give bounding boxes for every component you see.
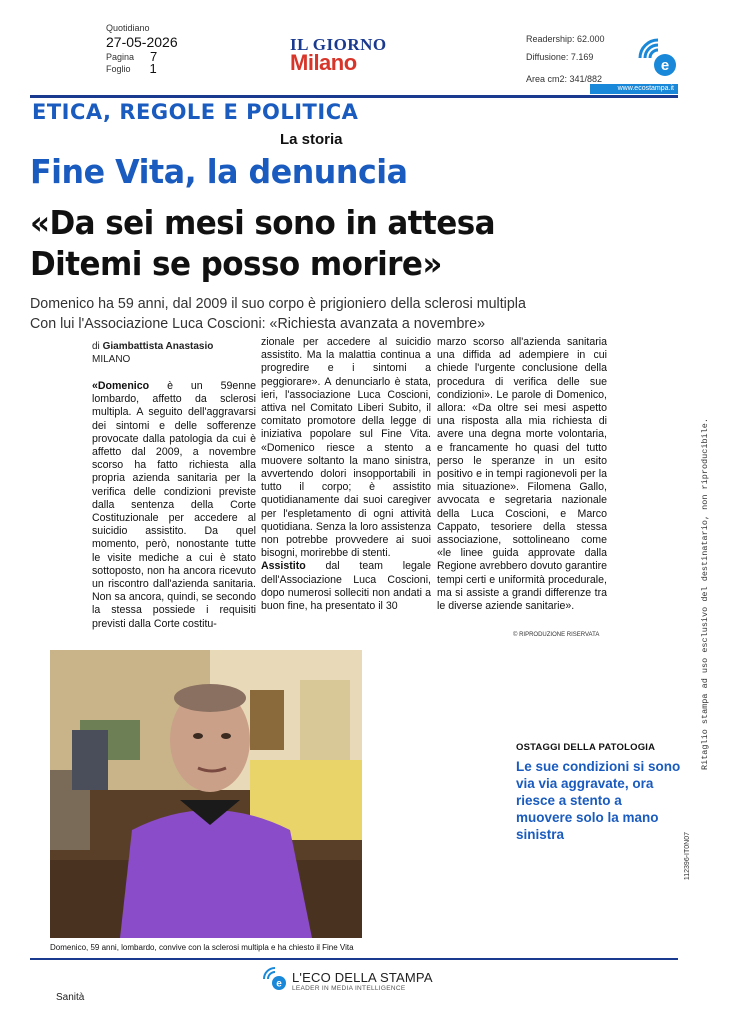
footer-rule bbox=[30, 958, 678, 960]
column-1-text: è un 59enne lombardo, affetto da sclerosi multipla. A seguito dell'aggravarsi dei sintomi e delle sofferenze provocate dalla patologia da cui è affetto dal 2009, a novembre scorso ha fatto richiesta alla propria azienda sanitaria per la verifica delle condizioni previste dalla sentenza della Corte Costituzionale per accedere al suicidio assistito. Da quel momento, però, nonostante tutte le visite mediche a cui è stato sottoposto, non ha ancora ricevuto un riscontro dall'azienda sanitaria. Non sa ancora, quindi, se secondo la stessa possiede i requisiti previsti dalla Corte costitu- bbox=[92, 380, 256, 630]
footer-tagline: LEADER IN MEDIA INTELLIGENCE bbox=[292, 985, 406, 992]
portrait-photo bbox=[50, 650, 362, 938]
reproduction-notice: Ritaglio stampa ad uso esclusivo del destinatario, non riproducibile. bbox=[700, 418, 710, 770]
byline-di: di bbox=[92, 341, 100, 352]
pagina-value: 7 bbox=[150, 49, 158, 64]
clip-code: 112396-IT0N07 bbox=[684, 832, 691, 881]
headline-line2: Ditemi se posso morire» bbox=[30, 244, 442, 283]
svg-text:e: e bbox=[276, 978, 282, 990]
logo-line1: IL GIORNO bbox=[290, 35, 387, 54]
byline bbox=[92, 340, 213, 366]
foglio-label: Foglio bbox=[106, 64, 131, 74]
column-2-text-a: zionale per accedere al suicidio assistito. Ma la malattia continua a progredire e i sintomi a peggiorare». A denunciarlo è stata, ieri, l'associazione Luca Coscioni, attiva nel Comitato Liberi Subito, il comitato promotore della legge di iniziativa popolare sul Fine Vita. «Domenico riesce a stento a muovere soltanto la mano sinistra, avvertendo dolori insopportabili in tutto il corpo; è assistito quotidianamente dai suoi caregiver per l'espletamento di ogni attività quotidiana. Senza la loro assistenza non potrebbe provvedere ai suoi bisogni, morirebbe di stenti. bbox=[261, 336, 431, 560]
photo-caption: Domenico, 59 anni, lombardo, convive con la sclerosi multipla e ha chiesto il Fine Vita bbox=[50, 943, 354, 952]
column-3 bbox=[437, 336, 607, 626]
issue-date: 27-05-2026 bbox=[106, 34, 178, 50]
quote-box bbox=[516, 742, 681, 843]
quote-kicker: OSTAGGI DELLA PATOLOGIA bbox=[516, 742, 656, 753]
header-rule bbox=[30, 95, 678, 98]
svg-text:e: e bbox=[660, 57, 670, 74]
column-1 bbox=[92, 380, 256, 635]
column-2 bbox=[261, 336, 431, 636]
column-3-text: marzo scorso all'azienda sanitaria una diffida ad adempiere in cui chiede l'urgente conclusione della procedura di verifica delle sue condizioni». Le parole di Domenico, allora: «Da oltre sei mesi aspetto una risposta alla mia richiesta di avere una degna morte volontaria, e francamente ho quasi del tutto perso le speranze in un esito positivo e in tempi ragionevoli per la mia situazione». Filomena Gallo, avvocata e segretaria nazionale della Luca Coscioni, e Marco Cappato, tesoriere della stessa associazione, sottolineano come «le linee guida approvate dalla Regione avrebbero dovuto garantire tempi certi e uniformità procedurale, ma si assiste a grandi differenze tra le diverse aziende sanitarie». bbox=[437, 336, 607, 613]
column-1-lead: «Domenico bbox=[92, 380, 150, 392]
pagina-label: Pagina bbox=[106, 52, 135, 62]
byline-place: MILANO bbox=[92, 354, 131, 365]
header-meta-left bbox=[106, 22, 178, 75]
column-2-text-b: dal team legale dell'Associazione Luca Coscioni, dopo numerosi solleciti non andati a buon fine, ha presentato il 30 bbox=[261, 560, 431, 613]
ecostampa-logo-icon bbox=[636, 36, 680, 80]
footer-brand: L'ECO DELLA STAMPA bbox=[292, 970, 433, 985]
diffusione: Diffusione: 7.169 bbox=[526, 52, 594, 62]
quote-text: Le sue condizioni si sono via via aggravate, ora riesce a stento a muovere solo la mano sinistra bbox=[516, 759, 681, 842]
newspaper-logo bbox=[290, 35, 387, 75]
area: Area cm2: 341/882 bbox=[526, 74, 603, 84]
footer-logo-icon bbox=[262, 966, 288, 992]
footer-category: Sanità bbox=[56, 992, 85, 1003]
site-url: www.ecostampa.it bbox=[590, 84, 678, 94]
column-2-lead: Assistito bbox=[261, 560, 306, 573]
readership: Readership: 62.000 bbox=[526, 34, 605, 44]
headline-line1: «Da sei mesi sono in attesa bbox=[30, 203, 495, 242]
footer-brand-block bbox=[292, 970, 433, 992]
article-title: Fine Vita, la denuncia bbox=[30, 152, 408, 191]
subheadline-line2: Con lui l'Associazione Luca Coscioni: «Richiesta avanzata a novembre» bbox=[30, 315, 486, 332]
quotidiano-label: Quotidiano bbox=[106, 23, 150, 33]
foglio-value: 1 bbox=[149, 61, 157, 76]
section-kicker: ETICA, REGOLE E POLITICA bbox=[32, 100, 359, 124]
header-meta-right bbox=[526, 30, 605, 88]
logo-line2: Milano bbox=[290, 50, 357, 75]
rubric: La storia bbox=[280, 131, 343, 148]
rights-note: © RIPRODUZIONE RISERVATA bbox=[513, 632, 600, 638]
byline-author: Giambattista Anastasio bbox=[102, 341, 214, 352]
subheadline-line1: Domenico ha 59 anni, dal 2009 il suo corpo è prigioniero della sclerosi multipla bbox=[30, 295, 526, 312]
